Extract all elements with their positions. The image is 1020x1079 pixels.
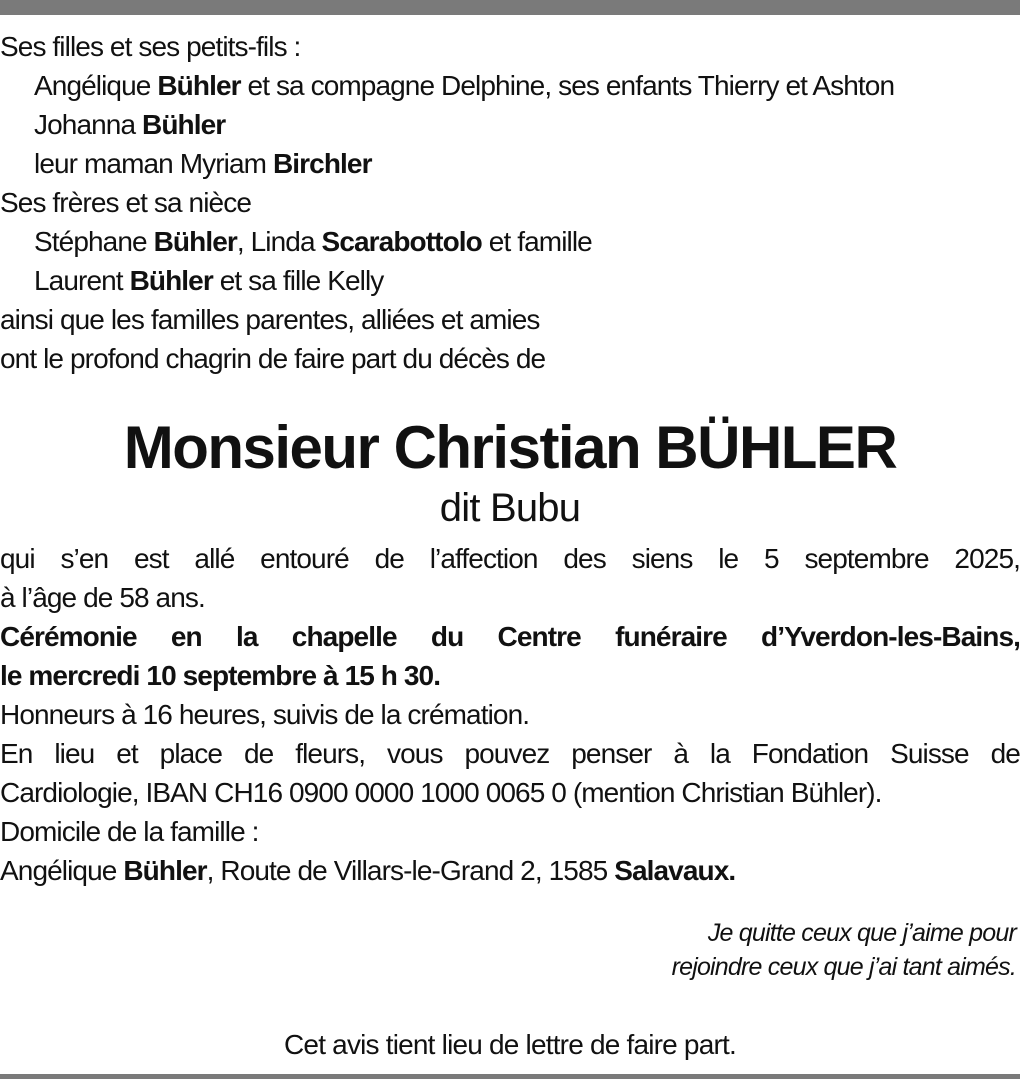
honours-line: Honneurs à 16 heures, suivis de la crémation. xyxy=(0,699,530,730)
ceremony-date: le mercredi 10 septembre à 15 h 30. xyxy=(0,660,441,691)
brothers-heading: Ses frères et sa nièce xyxy=(0,187,251,218)
address-town: Salavaux. xyxy=(614,855,736,886)
bottom-border-rule xyxy=(0,1074,1020,1079)
word: place xyxy=(159,738,223,769)
word: 2025, xyxy=(954,543,1020,574)
word: s’en xyxy=(60,543,109,574)
word: d’Yverdon-les-Bains, xyxy=(761,621,1020,652)
word: en xyxy=(170,621,202,652)
word: à xyxy=(673,738,688,769)
address-street: , Route de Villars-le-Grand 2, 1585 xyxy=(206,855,608,886)
daughter1-line xyxy=(0,66,1020,105)
word: funéraire xyxy=(615,621,727,652)
word: de xyxy=(374,543,404,574)
brother1-line xyxy=(0,222,1020,261)
daughters-heading: Ses filles et ses petits-fils : xyxy=(0,31,301,62)
domicile-heading: Domicile de la famille : xyxy=(0,816,259,847)
word: de xyxy=(243,738,274,769)
brother2-rest: et sa fille Kelly xyxy=(219,265,384,296)
word: fleurs, xyxy=(295,738,366,769)
word: des xyxy=(563,543,606,574)
others-line: ainsi que les familles parentes, alliées et amies xyxy=(0,304,540,335)
top-border-rule xyxy=(0,0,1020,15)
word: la xyxy=(709,738,730,769)
word: de xyxy=(990,738,1020,769)
address-first-name: Angélique xyxy=(0,855,117,886)
brother1-rest: et famille xyxy=(488,226,592,257)
brother1-partner-first-name: , Linda xyxy=(236,226,315,257)
word: est xyxy=(133,543,169,574)
announcement-line: ont le profond chagrin de faire part du décès de xyxy=(0,343,546,374)
word: et xyxy=(116,738,138,769)
word: chapelle xyxy=(291,621,397,652)
brother2-line xyxy=(0,261,1020,300)
brother1-first-name: Stéphane xyxy=(34,226,147,257)
donation-line-2: Cardiologie, IBAN CH16 0900 0000 1000 0065 0 (mention Christian Bühler). xyxy=(0,777,882,808)
daughter1-last-name: Bühler xyxy=(157,70,241,101)
mother-last-name: Birchler xyxy=(272,148,372,179)
deceased-name: Monsieur Christian BÜHLER xyxy=(123,414,897,481)
word: En xyxy=(0,738,33,769)
word: Suisse xyxy=(890,738,969,769)
brother1-partner-last-name: Scarabottolo xyxy=(321,226,482,257)
word: allé xyxy=(194,543,235,574)
closing-quote xyxy=(672,916,1016,984)
daughter2-last-name: Bühler xyxy=(142,109,226,140)
deceased-nickname: dit Bubu xyxy=(439,486,581,530)
ceremony-line-2 xyxy=(0,656,1020,695)
closing-notice: Cet avis tient lieu de lettre de faire part. xyxy=(284,1029,736,1060)
word: penser xyxy=(571,738,652,769)
word: Fondation xyxy=(751,738,869,769)
word: du xyxy=(430,621,464,652)
word: l’affection xyxy=(429,543,538,574)
mother-prefix: leur maman Myriam xyxy=(34,148,267,179)
address-last-name: Bühler xyxy=(123,855,207,886)
brother2-first-name: Laurent xyxy=(34,265,123,296)
word: septembre xyxy=(804,543,929,574)
daughter1-rest: et sa compagne Delphine, ses enfants Thierry et Ashton xyxy=(247,70,895,101)
word: lieu xyxy=(54,738,95,769)
quote-line-2: rejoindre ceux que j’ai tant aimés. xyxy=(671,953,1016,981)
word: pouvez xyxy=(464,738,550,769)
death-line-2: à l’âge de 58 ans. xyxy=(0,582,205,613)
word: qui xyxy=(0,543,35,574)
donation-line-1 xyxy=(0,734,1020,773)
brother2-last-name: Bühler xyxy=(129,265,213,296)
daughter1-first-name: Angélique xyxy=(34,70,151,101)
word: la xyxy=(235,621,258,652)
address-line xyxy=(0,851,1020,890)
word: vous xyxy=(387,738,443,769)
word: Centre xyxy=(497,621,581,652)
word: 5 xyxy=(764,543,779,574)
word: Cérémonie xyxy=(0,621,137,652)
death-line-1 xyxy=(0,539,1020,578)
word: le xyxy=(718,543,739,574)
daughter2-first-name: Johanna xyxy=(34,109,136,140)
word: siens xyxy=(631,543,693,574)
ceremony-line-1 xyxy=(0,617,1020,656)
quote-line-1: Je quitte ceux que j’aime pour xyxy=(707,919,1016,947)
mother-line xyxy=(0,144,1020,183)
daughter2-line xyxy=(0,105,1020,144)
obituary-notice xyxy=(0,27,1020,890)
brother1-last-name: Bühler xyxy=(153,226,237,257)
word: entouré xyxy=(260,543,349,574)
